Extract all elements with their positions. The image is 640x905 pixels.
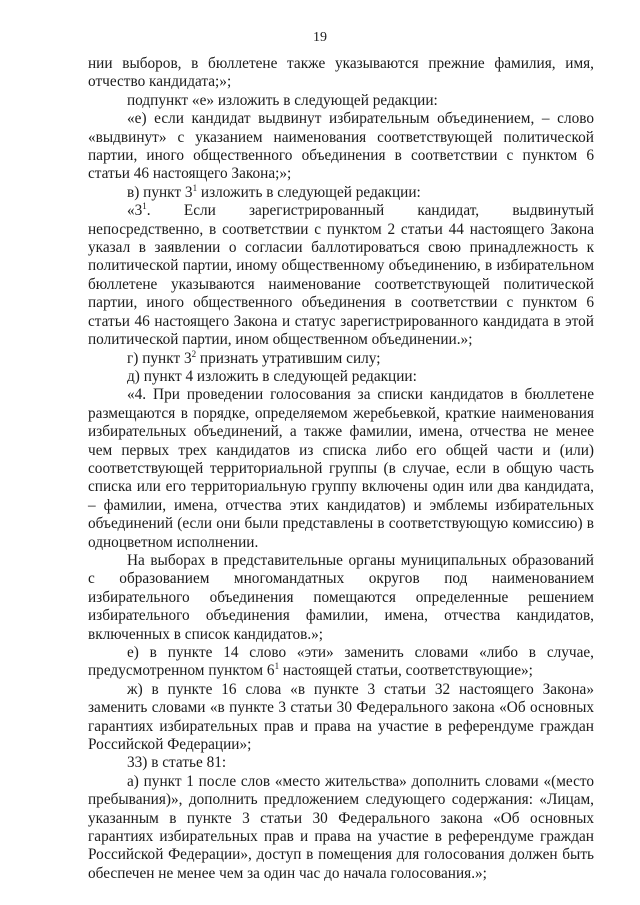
superscript: 1	[192, 182, 198, 193]
paragraph-point-4: «4. При проведении голосования за списки кандидатов в бюллетене размещаются в порядке, определяемом жеребьевкой, краткие наименования избирательных объединений, а также фамилии, имена, отчества не менее чем первых трех кандидатов из списка либо его общей части и (или) соответствующей территориальной группы (в случае, если в общую часть списка или его территориальную группу включены один или два кандидата, – фамилии, имена, отчества этих кандидатов) и эмблемы избирательных объединений (если они были представлены в соответствующую комиссию) в одноцветном исполнении.	[88, 386, 594, 551]
paragraph-item-v-before: в) пункт 3	[127, 183, 193, 201]
document-body	[88, 55, 594, 883]
paragraph-point-3-1	[88, 202, 594, 349]
superscript: 1	[274, 661, 280, 672]
paragraph-municipal-elections: На выборах в представительные органы муниципальных образований с образованием многомандатных округов под наименованием избирательного объединения помещаются определенные решением избирательного объединения фамилии, имена, отчества кандидатов, включенных в список кандидатов.»;	[88, 551, 594, 643]
paragraph-item-g-before: г) пункт 3	[127, 349, 192, 367]
paragraph-item-v	[88, 184, 594, 202]
superscript: 1	[142, 201, 147, 212]
paragraph-item-e	[88, 644, 594, 681]
paragraph-subitem-e-heading: подпункт «е» изложить в следующей редакции:	[127, 91, 438, 109]
paragraph-point-3-1-before: «3	[127, 202, 143, 220]
paragraph-point-3-1-after: . Если зарегистрированный кандидат, выдвинутый непосредственно, в соответствии с пунктом 2 статьи 44 настоящего Закона указал в заявлении о согласии баллотироваться свою принадлежность к политической партии, иному общественному объединению, в избирательном бюллетене указываются наименование соответствующей политической партии, иного общественного объединения в соответствии с пунктом 6 статьи 46 настоящего Закона и статус зарегистрированного кандидата в этой политической партии, ином общественном объединении.»;	[88, 202, 594, 349]
paragraph-item-g-after: признать утратившим силу;	[196, 349, 381, 367]
paragraph-continuation: нии выборов, в бюллетене также указываются прежние фамилия, имя, отчество кандидата;»;	[88, 55, 594, 91]
paragraph-item-a: а) пункт 1 после слов «место жительства» дополнить словами «(место пребывания)», дополнить предложением следующего содержания: «Лицам, указанным в пункте 3 статьи 30 Федерального закона «Об основных гарантиях избирательных прав и права на участие в референдуме граждан Российской Федерации», доступ в помещения для голосования должен быть обеспечен не менее чем за один час до начала голосования.»;	[88, 772, 594, 882]
paragraph-item-d: д) пункт 4 изложить в следующей редакции:	[127, 367, 417, 385]
paragraph-item-e-before: е) в пункте 14 слово «эти» заменить словами «либо в случае, предусмотренном пунктом 6	[88, 644, 594, 680]
paragraph-subitem-e-text: «е) если кандидат выдвинут избирательным объединением, – слово «выдвинут» с указанием наименования соответствующей политической партии, иного общественного объединения в соответствии с пунктом 6 статьи 46 настоящего Закона;»;	[88, 110, 594, 183]
paragraph-item-g	[88, 350, 594, 368]
superscript: 2	[191, 348, 197, 359]
page-number: 19	[313, 30, 327, 45]
paragraph-item-v-after: изложить в следующей редакции:	[197, 183, 421, 201]
paragraph-article-81: 33) в статье 81:	[127, 754, 227, 772]
paragraph-item-zh: ж) в пункте 16 слова «в пункте 3 статьи 32 настоящего Закона» заменить словами «в пункте 3 статьи 30 Федерального закона «Об основных гарантиях избирательных прав и права на участие в референдуме граждан Российской Федерации»;	[88, 680, 594, 754]
paragraph-item-e-after: настоящей статьи, соответствующие»;	[279, 662, 533, 680]
